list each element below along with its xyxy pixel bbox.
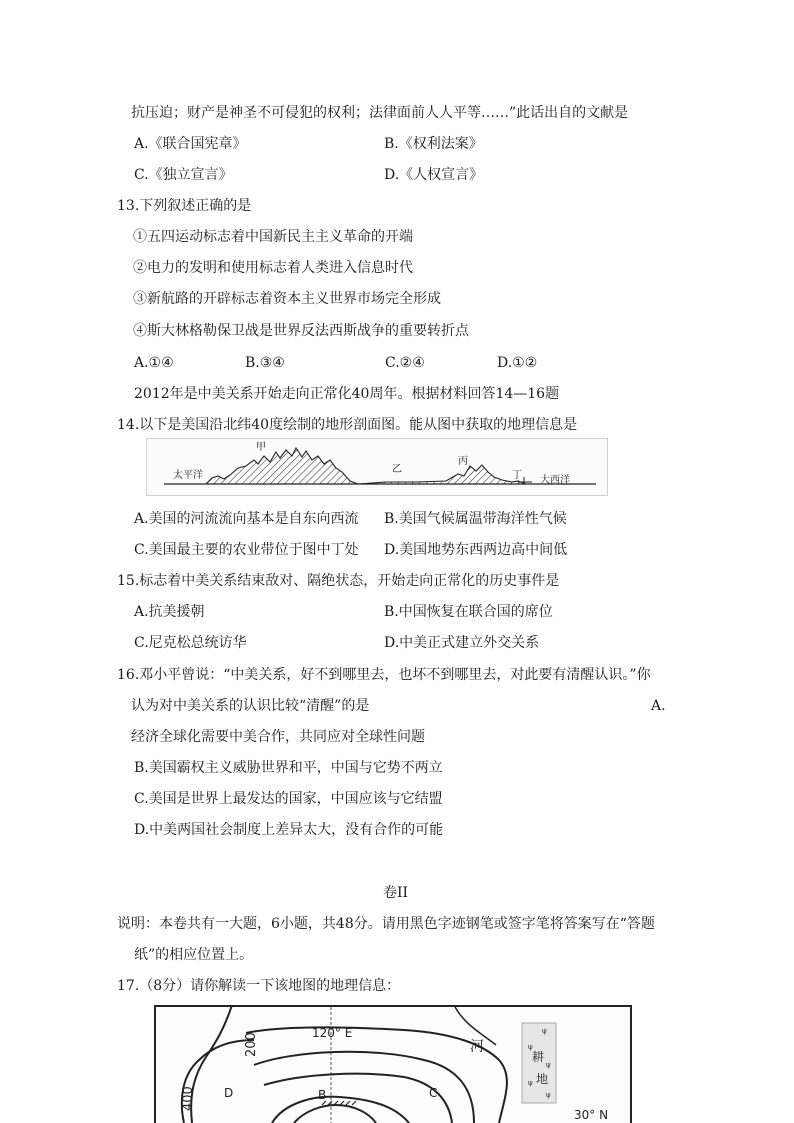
q16-option-b: B.美国霸权主义威胁世界和平，中国与它势不两立 [134,760,443,776]
q15-option-d: D.中美正式建立外交关系 [384,635,540,651]
q16-option-a-letter: A. [651,698,666,714]
label-longitude: 120° E [312,1026,353,1040]
q13-option-a: A.①④ [134,355,174,371]
q16-option-d: D.中美两国社会制度上差异太大，没有合作的可能 [134,822,444,838]
label-b: B [318,1088,327,1102]
contour-map-figure [154,1005,632,1123]
q16-stem-line1: 16.邓小平曾说：“中美关系，好不到哪里去，也坏不到哪里去，对此要有清醒认识。”你 [117,667,651,683]
q13-item-2: ②电力的发明和使用标志着人类进入信息时代 [133,260,413,276]
q13-item-1: ①五四运动标志着中国新民主主义革命的开端 [133,229,413,245]
q13-option-b: B.③④ [245,355,285,371]
q12-option-a: A.《联合国宪章》 [134,136,247,152]
q15-stem: 15.标志着中美关系结束敌对、隔绝状态，开始走向正常化的历史事件是 [117,573,560,589]
label-atlantic: 大西洋 [540,475,570,486]
q16-option-a-text: 经济全球化需要中美合作，共同应对全球性问题 [131,729,425,745]
q12-stem-continuation: 抗压迫；财产是神圣不可侵犯的权利；法律面前人人平等……”此话出自的文献是 [131,105,629,121]
part2-note-line1: 说明：本卷共有一大题，6小题，共48分。请用黑色字迹钢笔或签字笔将答案写在“答题 [117,916,655,932]
label-yi: 乙 [392,464,402,475]
label-latitude: 30° N [574,1108,609,1122]
part2-title: 卷II [383,885,409,901]
label-c400: 400 [181,1086,196,1111]
q12-option-d: D.《人权宣言》 [384,167,484,183]
q12-option-b: B.《权利法案》 [384,136,483,152]
q15-option-a: A.抗美援朝 [134,604,205,620]
label-jia: 甲 [256,442,266,453]
label-d: D [224,1086,234,1100]
q13-item-3: ③新航路的开辟标志着资本主义世界市场完全形成 [133,291,441,307]
label-farm-2: 地 [536,1072,549,1086]
q14-option-a: A.美国的河流流向基本是自东向西流 [134,511,359,527]
label-c200: 200 [244,1032,259,1057]
q14-option-c: C.美国最主要的农业带位于图中丁处 [134,542,359,558]
q15-option-b: B.中国恢复在联合国的席位 [384,604,553,620]
q13-option-c: C.②④ [385,355,425,371]
q14-stem: 14.以下是美国沿北纬40度绘制的地形剖面图。能从图中获取的地理信息是 [117,417,578,433]
svg-text:ψ: ψ [528,1079,533,1087]
q16-option-c: C.美国是世界上最发达的国家，中国应该与它结盟 [134,791,443,807]
svg-text:ψ: ψ [542,1027,547,1035]
q17-stem: 17.（8分）请你解读一下该地图的地理信息： [117,978,401,994]
label-farm-1: 耕 [532,1050,545,1064]
part2-note-line2: 纸”的相应位置上。 [134,947,254,963]
label-pacific: 太平洋 [173,470,203,481]
q14-option-b: B.美国气候属温带海洋性气候 [384,511,567,527]
svg-text:ψ: ψ [528,1043,533,1051]
terrain-profile-figure [146,438,608,496]
svg-text:ψ: ψ [546,1061,551,1069]
q13-item-4: ④斯大林格勒保卫战是世界反法西斯战争的重要转折点 [133,323,469,339]
material-intro: 2012年是中美关系开始走向正常化40周年。根据材料回答14—16题 [134,386,560,402]
label-ding: 丁 [512,470,522,481]
label-bing: 丙 [458,456,468,467]
q12-option-c: C.《独立宣言》 [134,167,233,183]
label-c: C [429,1086,438,1100]
q15-option-c: C.尼克松总统访华 [134,635,247,651]
label-river: 河 [470,1039,484,1055]
q14-option-d: D.美国地势东西两边高中间低 [384,542,568,558]
q13-stem: 13.下列叙述正确的是 [117,198,252,214]
q13-option-d: D.①② [497,355,538,371]
q16-stem-line2: 认为对中美关系的认识比较“清醒”的是 [131,698,370,714]
svg-text:ψ: ψ [546,1091,551,1099]
